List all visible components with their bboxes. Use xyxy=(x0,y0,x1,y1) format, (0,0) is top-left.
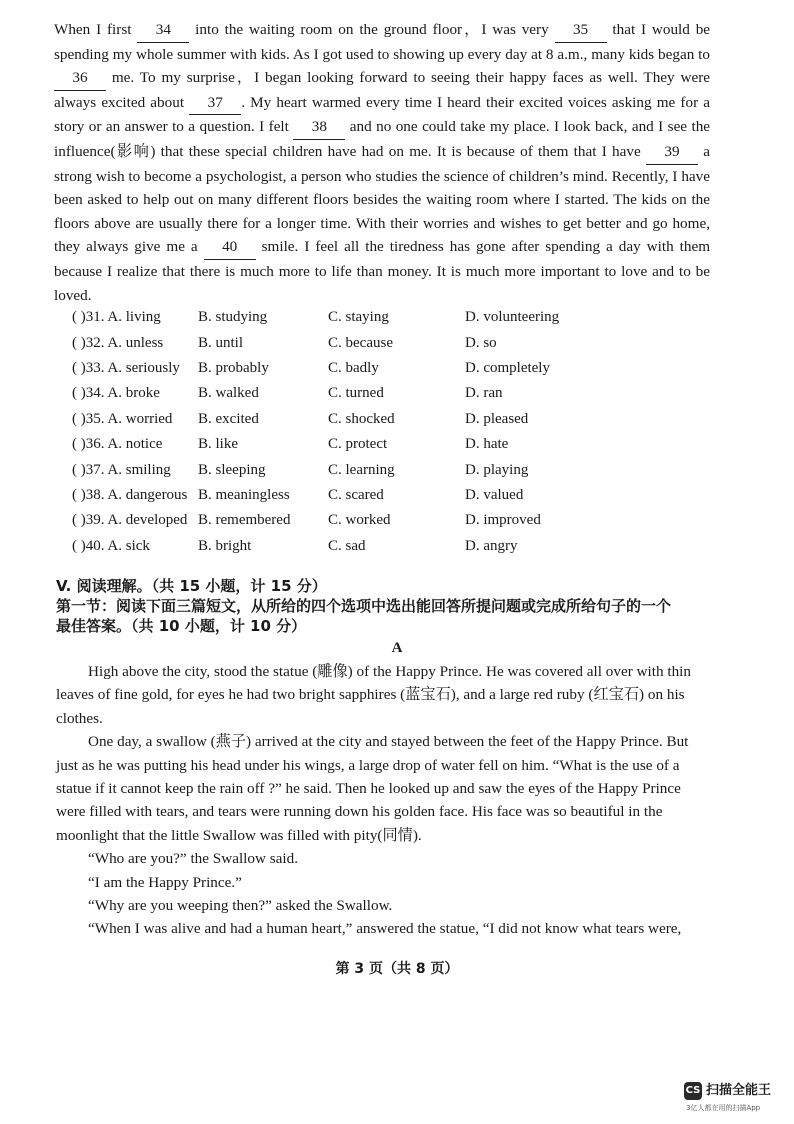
option-d: D. completely xyxy=(465,359,550,376)
story-paragraph: One day, a swallow (燕子) arrived at the city and stayed between the feet of the Happy Prince. But just as he was putting his head under his wings, a large drop of water fell on him. “What is the use of a statue if it cannot keep the rain off ?” he said. Then he looked up and saw the eyes of the Happy Prince were filled with tears, and tears were running down his golden face. His face was so beautiful in the moonlight that the little Swallow was filled with pity(同情). xyxy=(56,733,689,844)
question-number: ( )40. A. xyxy=(72,537,122,554)
option-c: C. badly xyxy=(328,359,379,376)
option-d: D. valued xyxy=(465,486,524,503)
section-instruction-line1: 第一节：阅读下面三篇短文，从所给的四个选项中选出能回答所提问题或完成所给句子的一个 xyxy=(56,597,672,615)
option-d: D. playing xyxy=(465,461,529,478)
option-b: B. sleeping xyxy=(198,461,266,478)
option-a: smiling xyxy=(125,461,171,478)
option-c: C. worked xyxy=(328,512,391,529)
cloze-text-4: me. To my surprise，I began looking forward to seeing their happy faces as well. They were always excited about xyxy=(54,69,710,111)
cloze-text-8: smile. I feel all the tiredness has gone after spending a day with them because I realize that there is much more to life than money. It is much more important to love and to be loved. xyxy=(54,238,711,304)
option-b: B. remembered xyxy=(198,512,291,529)
question-number: ( )32. A. xyxy=(72,334,122,351)
watermark-name: 扫描全能王 xyxy=(706,1083,772,1098)
cloze-text-2: into the waiting room on the ground floor，I was very xyxy=(195,21,549,38)
blank-37: 37 xyxy=(189,91,241,116)
option-d: D. volunteering xyxy=(465,309,560,326)
question-number: ( )39. A. xyxy=(72,512,122,529)
option-c: C. learning xyxy=(328,461,395,478)
option-a: notice xyxy=(125,436,163,453)
option-b: B. bright xyxy=(198,537,252,554)
cloze-text-1: When I first xyxy=(54,21,132,38)
option-d: D. angry xyxy=(465,537,518,554)
option-a: worried xyxy=(125,410,173,427)
cloze-text-3: that I would be spending my whole summer with kids. As I got used to showing up every day at 8 a.m., many kids began to xyxy=(54,21,711,63)
option-a: unless xyxy=(125,334,164,351)
option-a: seriously xyxy=(125,359,180,376)
option-b: B. like xyxy=(198,436,238,453)
option-b: B. studying xyxy=(198,309,268,326)
story-paragraph: “I am the Happy Prince.” xyxy=(88,873,242,891)
options-table xyxy=(72,305,672,559)
option-c: C. sad xyxy=(328,537,366,554)
option-a: broke xyxy=(125,385,160,402)
question-number: ( )38. A. xyxy=(72,486,122,503)
option-a: dangerous xyxy=(125,486,188,503)
question-row xyxy=(72,508,672,533)
blank-34: 34 xyxy=(137,18,189,43)
question-row xyxy=(72,483,672,508)
option-d: D. hate xyxy=(465,436,509,453)
blank-35: 35 xyxy=(555,18,607,43)
option-a: developed xyxy=(125,512,188,529)
option-b: B. until xyxy=(198,334,244,351)
scanner-watermark xyxy=(684,1082,784,1114)
question-row xyxy=(72,305,672,330)
question-row xyxy=(72,534,672,559)
blank-40: 40 xyxy=(204,235,256,260)
story-paragraph: High above the city, stood the statue (雕像) of the Happy Prince. He was covered all over with thin leaves of fine gold, for eyes he had two bright sapphires (蓝宝石), and a large red ruby (红宝石) on his clothes. xyxy=(56,663,691,727)
story-paragraph: “Who are you?” the Swallow said. xyxy=(88,850,299,868)
cloze-passage xyxy=(54,18,710,307)
question-number: ( )31. A. xyxy=(72,309,122,326)
watermark-tagline: 3亿人都在用的扫描App xyxy=(686,1104,761,1112)
option-c: C. scared xyxy=(328,486,384,503)
option-c: C. because xyxy=(328,334,393,351)
option-c: C. staying xyxy=(328,309,389,326)
question-row xyxy=(72,381,672,406)
blank-39: 39 xyxy=(646,140,698,165)
camscanner-logo-icon: CS xyxy=(684,1082,702,1100)
story-paragraph: “When I was alive and had a human heart,” answered the statue, “I did not know what tears were, xyxy=(88,920,682,938)
question-number: ( )34. A. xyxy=(72,385,122,402)
question-number: ( )35. A. xyxy=(72,410,122,427)
section-heading: V. 阅读理解。（共 15 小题，计 15 分） xyxy=(56,577,327,595)
option-d: D. ran xyxy=(465,385,503,402)
option-d: D. so xyxy=(465,334,497,351)
option-b: B. excited xyxy=(198,410,259,427)
option-a: living xyxy=(125,309,161,326)
question-row xyxy=(72,457,672,482)
option-d: D. pleased xyxy=(465,410,529,427)
cloze-text-7: a strong wish to become a psychologist, a person who studies the science of children’s mind. Recently, I have been asked to help out on many different floors besides the waiting room where I started. The kids on the floors above are usually there for a longer time. With their worries and wishes to get better and go home, they always give me a xyxy=(54,142,711,256)
question-row xyxy=(72,330,672,355)
option-b: B. walked xyxy=(198,385,259,402)
option-b: B. probably xyxy=(198,359,269,376)
option-b: B. meaningless xyxy=(198,486,290,503)
option-d: D. improved xyxy=(465,512,541,529)
option-c: C. turned xyxy=(328,385,384,402)
blank-36: 36 xyxy=(54,66,106,91)
story-paragraph: “Why are you weeping then?” asked the Swallow. xyxy=(88,897,393,915)
question-row xyxy=(72,356,672,381)
cloze-text-6: and no one could take my place. I look back, and I see the influence(影响) that these special children have had on me. It is because of them that I have xyxy=(54,118,711,160)
question-row xyxy=(72,407,672,432)
question-row xyxy=(72,432,672,457)
story-passage xyxy=(56,660,712,941)
page-number: 第 3 页（共 8 页） xyxy=(335,961,459,977)
passage-label: A xyxy=(391,640,403,656)
question-number: ( )37. A. xyxy=(72,461,122,478)
question-number: ( )33. A. xyxy=(72,359,122,376)
cloze-text-5: . My heart warmed every time I heard their excited voices asking me for a story or an answer to a question. I felt xyxy=(54,93,711,136)
section-instruction-line2: 最佳答案。（共 10 小题，计 10 分） xyxy=(56,617,307,635)
option-c: C. shocked xyxy=(328,410,395,427)
option-c: C. protect xyxy=(328,436,388,453)
question-number: ( )36. A. xyxy=(72,436,122,453)
option-a: sick xyxy=(125,537,150,554)
blank-38: 38 xyxy=(293,115,345,140)
